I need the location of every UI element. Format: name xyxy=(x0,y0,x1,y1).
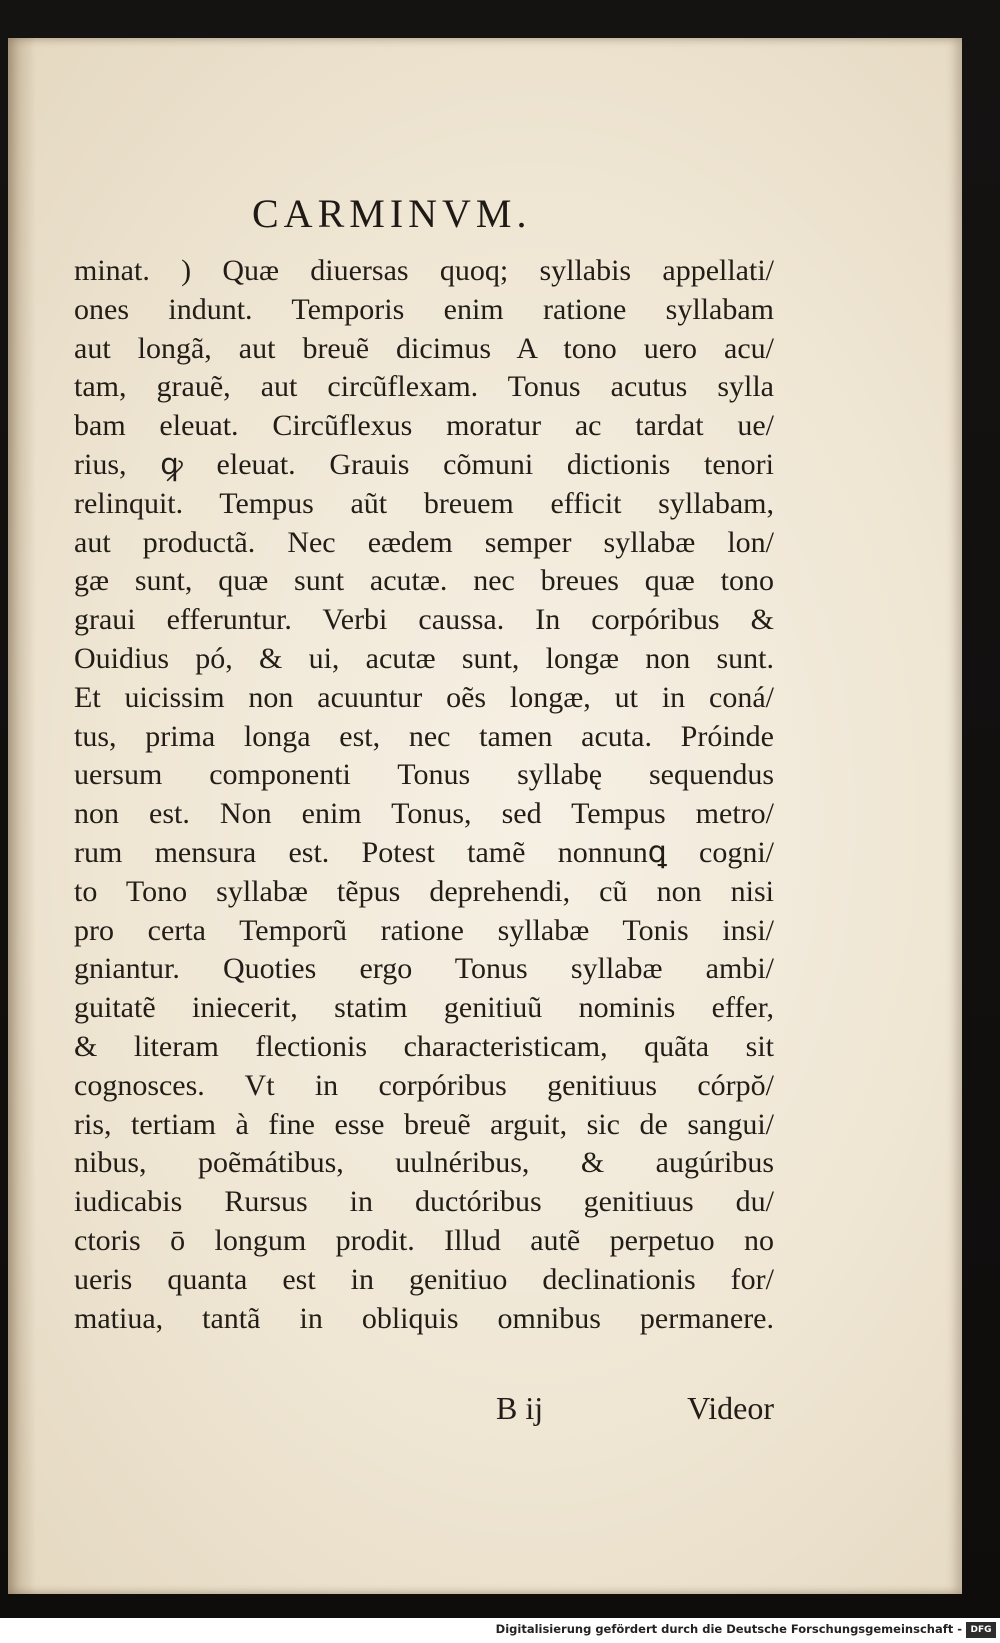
text-line: tam, grauẽ, aut circũflexam. Tonus acutus sylla xyxy=(74,370,774,404)
text-line: ris, tertiam à fine esse breuẽ arguit, sic de sangui/ xyxy=(74,1107,774,1141)
body-text xyxy=(74,252,774,1338)
text-line: Et uicissim non acuuntur oẽs longæ, ut in coná/ xyxy=(74,680,774,714)
dfg-logo-icon: DFG xyxy=(966,1622,996,1638)
text-line: ueris quanta est in genitiuo declinationis for/ xyxy=(74,1262,774,1296)
text-line: aut productã. Nec eædem semper syllabæ lon/ xyxy=(74,525,774,559)
text-line: pro certa Temporũ ratione syllabæ Tonis insi/ xyxy=(74,913,774,947)
running-head: CARMINVM. xyxy=(252,191,532,236)
book-page xyxy=(8,38,962,1594)
text-line: ones indunt. Temporis enim ratione syllabam xyxy=(74,292,774,326)
text-line: relinquit. Tempus aũt breuem efficit syllabam, xyxy=(74,486,774,520)
text-line: non est. Non enim Tonus, sed Tempus metro/ xyxy=(74,797,774,831)
text-line: ctoris ō longum prodit. Illud autẽ perpetuo no xyxy=(74,1223,774,1257)
text-line: tus, prima longa est, nec tamen acuta. Próinde xyxy=(74,719,774,753)
text-line: rum mensura est. Potest tamẽ nonnunꝗ cogni/ xyxy=(74,835,774,869)
text-line: to Tono syllabæ tẽpus deprehendi, cũ non nisi xyxy=(74,874,774,908)
signature-mark: B ij xyxy=(496,1390,544,1426)
text-line: uersum componenti Tonus syllabę sequendus xyxy=(74,758,774,792)
text-line: aut longã, aut breuẽ dicimus A tono uero acu/ xyxy=(74,331,774,365)
text-line: minat. ) Quæ diuersas quoq; syllabis appellati/ xyxy=(74,254,774,287)
text-line: cognosces. Vt in corpóribus genitiuus córpŏ/ xyxy=(74,1068,774,1102)
digitization-footer xyxy=(0,1618,1000,1643)
text-line: & literam flectionis characteristicam, quãta sit xyxy=(74,1029,774,1063)
text-line: nibus, poẽmátibus, uulnéribus, & augúribus xyxy=(74,1146,774,1180)
text-line: Ouidius pó, & ui, acutæ sunt, longæ non sunt. xyxy=(74,641,774,675)
text-line: gniantur. Quoties ergo Tonus syllabæ ambi/ xyxy=(74,952,774,986)
catchword: Videor xyxy=(687,1390,774,1426)
text-line: matiua, tantã in obliquis omnibus permanere. xyxy=(74,1301,774,1335)
text-line: graui efferuntur. Verbi caussa. In corpóribus & xyxy=(74,603,774,637)
funding-credit: Digitalisierung gefördert durch die Deutsche Forschungsgemeinschaft - xyxy=(495,1622,962,1636)
text-line: guitatẽ iniecerit, statim genitiuũ nominis effer, xyxy=(74,991,774,1025)
text-line: gæ sunt, quæ sunt acutæ. nec breues quæ tono xyxy=(74,564,774,598)
text-line: rius, ꝙ eleuat. Grauis cõmuni dictionis tenori xyxy=(74,447,774,481)
text-line: iudicabis Rursus in ductóribus genitiuus du/ xyxy=(74,1185,774,1219)
page-foot xyxy=(496,1390,774,1430)
text-line: bam eleuat. Circũflexus moratur ac tardat ue/ xyxy=(74,409,774,443)
